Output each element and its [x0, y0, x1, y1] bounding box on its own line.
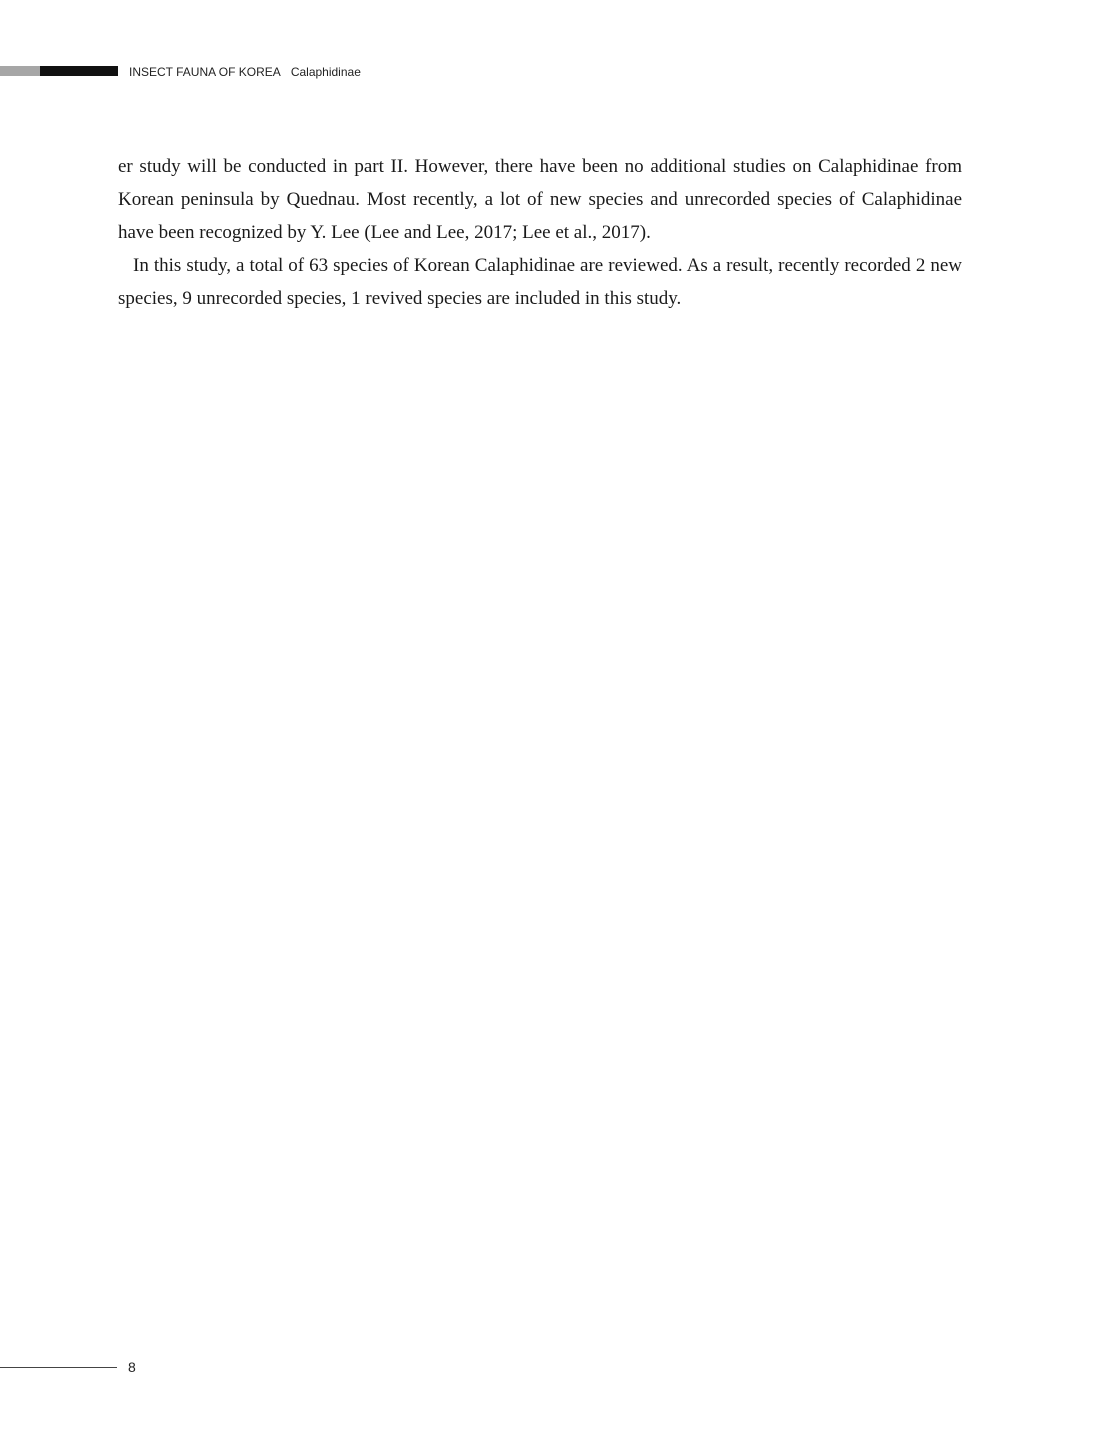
body-text — [118, 150, 962, 315]
page-number: 8 — [128, 1359, 136, 1375]
paragraph-continuation: er study will be conducted in part II. However, there have been no additional studies on Calaphidinae from Korean peninsula by Quednau. Most recently, a lot of new species and unrecorded species of Calaphidinae have been recognized by Y. Lee (Lee and Lee, 2017; Lee et al., 2017). — [118, 156, 962, 243]
series-title: INSECT FAUNA OF KOREA — [129, 65, 281, 79]
footer-rule — [0, 1367, 117, 1368]
header-text — [129, 65, 361, 79]
paragraph: In this study, a total of 63 species of Korean Calaphidinae are reviewed. As a result, recently recorded 2 new species, 9 unrecorded species, 1 revived species are included in this study. — [118, 255, 962, 309]
header-bar-black — [40, 66, 118, 76]
header-bar-gray — [0, 66, 40, 76]
header-taxon: Calaphidinae — [290, 65, 361, 79]
running-header — [0, 66, 500, 78]
